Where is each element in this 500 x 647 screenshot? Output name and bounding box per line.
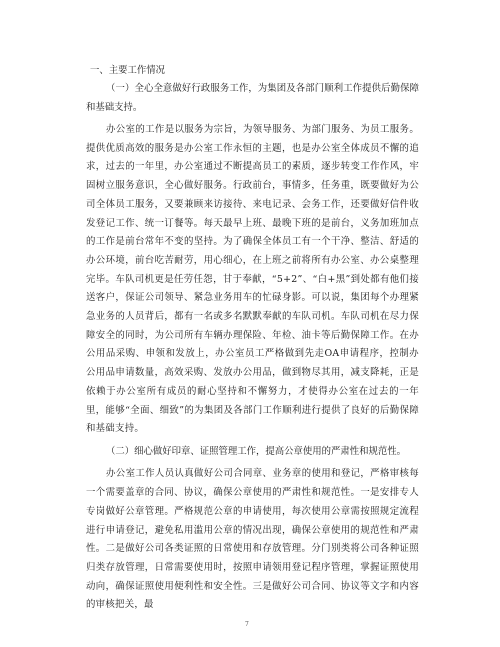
paragraph-1: 办公室的工作是以服务为宗旨，为领导服务、为部门服务、为员工服务。提供优质高效的服务是办公室工作永恒的主题，也是办公室全体成员不懈的追求，过去的一年里，办公室通过不断提高员工的素质，逐步转变工作作风，牢固树立服务意识，全心做好服务。行政前台，事情多，任务重，既要做好为公司全体员工服务，又要兼顾来访接待、来电记录、会务工作，还要做好信件收发登记工作、统一订餐等。每天最早上班、最晚下班的是前台，义务加班加点的工作是前台常年不变的坚持。为了确保全体员工有一个干净、整洁、舒适的办公环境，前台吃苦耐劳，用心细心，在上班之前将所有办公室、办公桌整理完毕。车队司机更是任劳任怨，甘于奉献，“5+2”、“白+黑”到处都有他们接送客户，保证公司领导、紧急业务用车的忙碌身影。可以说，集团每个办理紧急业务的人员背后，都有一名或多名默默奉献的车队司机。车队司机在尽力保障安全的同时，为公司所有车辆办理保险、年检、油卡等后勤保障工作。在办公用品采购、申领和发放上，办公室员工严格做到先走OA申请程序，控制办公用品申请数量，高效采购、发放办公用品，做到物尽其用，减支降耗，正是依赖于办公室所有成员的耐心坚持和不懈努力，才使得办公室在过去的一年里，能够“全面、细致”的为集团及各部门工作顺利进行提供了良好的后勤保障和基础支持。	[86, 124, 419, 435]
subsection-1-title: （一）全心全意做好行政服务工作，为集团及各部门顺利工作提供后勤保障和基础支持。	[86, 83, 419, 113]
page-number: 7	[245, 621, 249, 628]
section-title: 一、主要工作情况	[90, 65, 166, 76]
paragraph-2: 办公室工作人员认真做好公司合同章、业务章的使用和登记，严格审核每一个需要盖章的合同、协议，确保公章使用的严肃性和规范性。一是安排专人专岗做好公章管理。严格规范公章的申请使用，每次使用公章需按照规定流程进行申请登记，避免私用滥用公章的情况出现，确保公章使用的规范性和严肃性。二是做好公司各类证照的日常使用和存放管理。分门别类将公司各种证照归类存放管理，日常需要使用时，按照申请领用登记程序管理，掌握证照使用动向，确保证照使用便利性和安全性。三是做好公司合同、协议等文字和内容的审核把关，最	[86, 468, 419, 611]
subsection-2-title: （二）细心做好印章、证照管理工作，提高公章使用的严肃性和规范性。	[106, 445, 407, 457]
document-body	[86, 62, 419, 615]
